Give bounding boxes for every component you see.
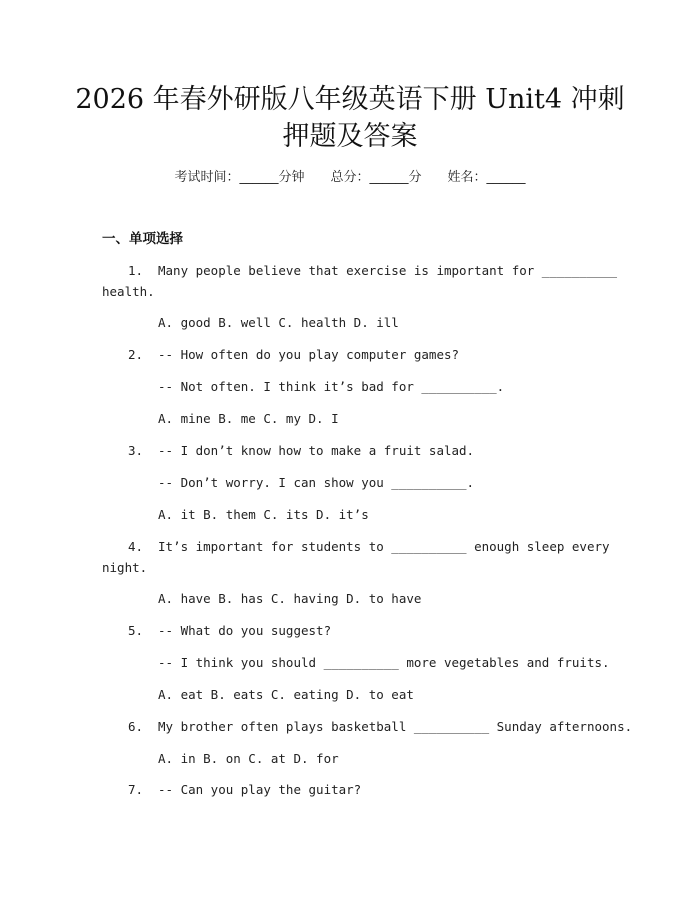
question-text: -- I don’t know how to make a fruit salad. [158,443,475,458]
total-score-field: 总分：______分 [330,170,422,185]
question-number: 1. [128,263,144,278]
question-text: Many people believe that exercise is important for __________ [158,263,618,278]
question-options: A. have B. has C. having D. to have [158,591,422,606]
question-options: A. eat B. eats C. eating D. to eat [158,687,414,702]
page-title-line1: 2026 年春外研版八年级英语下册 Unit4 冲刺 [75,84,625,115]
question-text-wrap: health. [102,284,155,299]
section-heading: 一、单项选择 [102,231,183,247]
student-name-field: 姓名：______ [447,170,526,185]
question-text: -- How often do you play computer games? [158,347,460,362]
question-text: -- Not often. I think it’s bad for __________. [158,379,505,394]
page-title-line2: 押题及答案 [282,121,418,152]
exam-info-row [0,168,700,188]
question-number: 3. [128,443,144,458]
question-text: -- What do you suggest? [158,623,332,638]
question-text: -- I think you should __________ more vegetables and fruits. [158,655,610,670]
question-number: 2. [128,347,144,362]
question-options: A. mine B. me C. my D. I [158,411,339,426]
question-number: 6. [128,719,144,734]
question-options: A. in B. on C. at D. for [158,751,339,766]
question-text: It’s important for students to __________ enough sleep every [158,539,610,554]
question-text-wrap: night. [102,560,148,575]
question-number: 7. [128,782,144,797]
question-number: 5. [128,623,144,638]
question-options: A. good B. well C. health D. ill [158,315,399,330]
question-number: 4. [128,539,144,554]
question-text: My brother often plays basketball __________ Sunday afternoons. [158,719,633,734]
question-text: -- Can you play the guitar? [158,782,362,797]
question-text: -- Don’t worry. I can show you __________. [158,475,475,490]
exam-time-field: 考试时间：______分钟 [174,170,305,185]
question-options: A. it B. them C. its D. it’s [158,507,369,522]
